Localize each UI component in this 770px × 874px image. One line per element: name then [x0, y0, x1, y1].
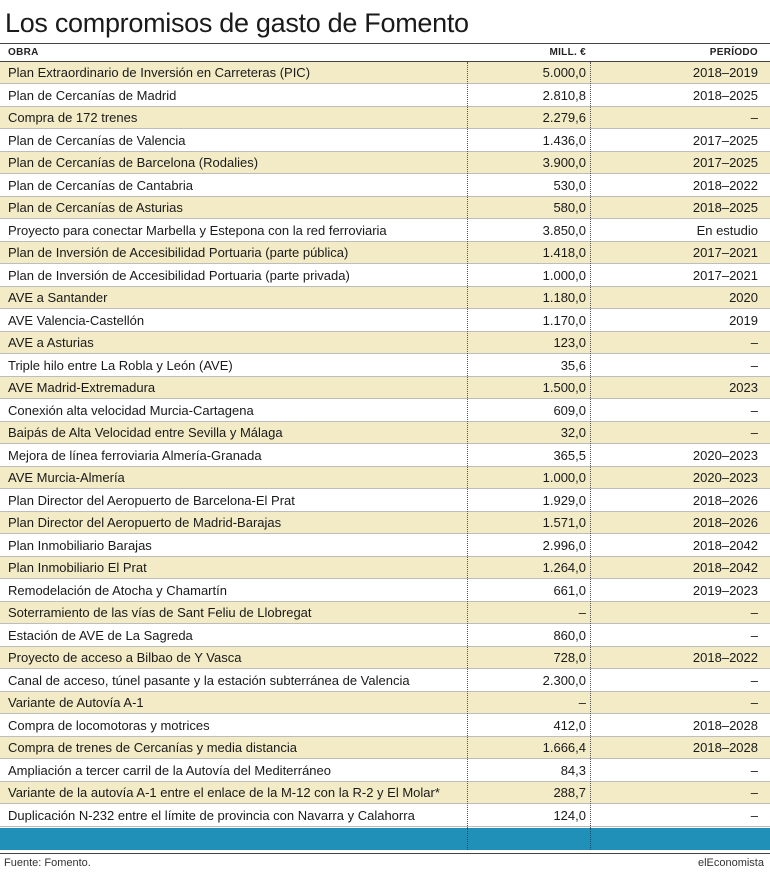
cell-periodo: 2018–2026 — [692, 515, 758, 530]
cell-periodo: 2018–2025 — [692, 87, 758, 103]
cell-mill: 580,0 — [553, 200, 586, 215]
cell-obra: Estación de AVE de La Sagreda — [8, 627, 193, 643]
cell-periodo: 2017–2021 — [692, 267, 758, 283]
cell-obra: Remodelación de Atocha y Chamartín — [8, 582, 227, 598]
cell-periodo: 2017–2025 — [692, 132, 758, 148]
table-row — [0, 692, 770, 714]
cell-obra: Variante de la autovía A-1 entre el enlace de la M-12 con la R-2 y El Molar* — [8, 785, 440, 800]
table-row — [0, 310, 770, 332]
cell-periodo: – — [750, 425, 758, 440]
header-obra: OBRA — [8, 47, 39, 58]
cell-mill: 124,0 — [553, 807, 586, 823]
cell-periodo: 2018–2026 — [692, 492, 758, 508]
cell-mill: 609,0 — [553, 402, 586, 418]
cell-mill: 2.996,0 — [542, 537, 586, 553]
cell-mill: 1.000,0 — [542, 470, 586, 485]
source-note: Fuente: Fomento. — [4, 857, 91, 869]
cell-obra: Canal de acceso, túnel pasante y la estación subterránea de Valencia — [8, 672, 410, 688]
table-row — [0, 332, 770, 354]
cell-periodo: – — [750, 605, 758, 620]
footer-bar — [0, 828, 770, 850]
table-row — [0, 670, 770, 692]
table-header — [0, 44, 770, 61]
cell-periodo: 2020 — [729, 290, 758, 305]
cell-obra: Soterramiento de las vías de Sant Feliu de Llobregat — [8, 605, 312, 620]
table-row — [0, 287, 770, 309]
table-row — [0, 62, 770, 84]
cell-obra: Compra de locomotoras y motrices — [8, 717, 210, 733]
cell-obra: Plan de Inversión de Accesibilidad Portuaria (parte pública) — [8, 245, 349, 260]
table-row — [0, 760, 770, 782]
cell-mill: 412,0 — [553, 717, 586, 733]
cell-obra: AVE Madrid-Extremadura — [8, 380, 156, 395]
cell-mill: 2.279,6 — [542, 110, 586, 125]
table-row — [0, 647, 770, 669]
cell-mill: 1.666,4 — [542, 740, 586, 755]
bottom-rule — [0, 853, 770, 854]
cell-mill: – — [578, 695, 586, 710]
cell-mill: 1.436,0 — [542, 132, 586, 148]
table-row — [0, 265, 770, 287]
table-row — [0, 445, 770, 467]
cell-obra: Variante de Autovía A-1 — [8, 695, 144, 710]
cell-periodo: – — [750, 627, 758, 643]
cell-mill: 1.000,0 — [542, 267, 586, 283]
cell-periodo: 2018–2042 — [692, 537, 758, 553]
cell-periodo: 2018–2019 — [692, 65, 758, 80]
table-row — [0, 715, 770, 737]
table-row — [0, 85, 770, 107]
cell-mill: 1.170,0 — [542, 312, 586, 328]
table-row — [0, 580, 770, 602]
cell-obra: Compra de 172 trenes — [8, 110, 138, 125]
cell-mill: 123,0 — [553, 335, 586, 350]
cell-mill: 1.418,0 — [542, 245, 586, 260]
cell-obra: Proyecto para conectar Marbella y Estepona con la red ferroviaria — [8, 222, 387, 238]
cell-mill: 1.929,0 — [542, 492, 586, 508]
column-divider-right — [590, 62, 591, 828]
cell-periodo: – — [750, 357, 758, 373]
cell-periodo: 2017–2021 — [692, 245, 758, 260]
footer-divider-right — [590, 828, 591, 850]
cell-obra: Baipás de Alta Velocidad entre Sevilla y Málaga — [8, 425, 283, 440]
cell-obra: AVE a Asturias — [8, 335, 94, 350]
cell-obra: Plan Director del Aeropuerto de Madrid-Barajas — [8, 515, 282, 530]
cell-obra: Plan de Inversión de Accesibilidad Portuaria (parte privada) — [8, 267, 350, 283]
table-row — [0, 805, 770, 827]
cell-mill: 728,0 — [553, 650, 586, 665]
cell-periodo: – — [750, 402, 758, 418]
cell-periodo: 2020–2023 — [692, 470, 758, 485]
cell-obra: Conexión alta velocidad Murcia-Cartagena — [8, 402, 254, 418]
cell-mill: 860,0 — [553, 627, 586, 643]
table-row — [0, 490, 770, 512]
cell-mill: 661,0 — [553, 582, 586, 598]
cell-mill: 84,3 — [560, 762, 586, 778]
cell-periodo: 2018–2028 — [692, 717, 758, 733]
cell-obra: Plan de Cercanías de Barcelona (Rodalies) — [8, 155, 259, 170]
cell-mill: 1.571,0 — [542, 515, 586, 530]
cell-mill: 32,0 — [560, 425, 586, 440]
cell-obra: Plan de Cercanías de Valencia — [8, 132, 186, 148]
table-row — [0, 107, 770, 129]
cell-periodo: 2017–2025 — [692, 155, 758, 170]
footer-divider-left — [467, 828, 468, 850]
cell-periodo: – — [750, 695, 758, 710]
cell-periodo: – — [750, 110, 758, 125]
table-row — [0, 220, 770, 242]
cell-obra: AVE Murcia-Almería — [8, 470, 125, 485]
cell-obra: Plan Director del Aeropuerto de Barcelona-El Prat — [8, 492, 295, 508]
table-row — [0, 197, 770, 219]
cell-mill: 2.300,0 — [542, 672, 586, 688]
cell-periodo: 2020–2023 — [692, 447, 758, 463]
table-row — [0, 535, 770, 557]
cell-mill: – — [578, 605, 586, 620]
cell-obra: Plan Inmobiliario El Prat — [8, 560, 147, 575]
cell-periodo: – — [750, 785, 758, 800]
table-row — [0, 175, 770, 197]
cell-obra: Plan de Cercanías de Cantabria — [8, 177, 194, 193]
cell-periodo: 2019 — [729, 312, 758, 328]
cell-mill: 35,6 — [560, 357, 586, 373]
cell-obra: Ampliación a tercer carril de la Autovía del Mediterráneo — [8, 762, 331, 778]
header-mill: MILL. € — [549, 47, 586, 58]
table-row — [0, 557, 770, 579]
cell-periodo: 2018–2042 — [692, 560, 758, 575]
cell-mill: 1.500,0 — [542, 380, 586, 395]
cell-mill: 1.264,0 — [542, 560, 586, 575]
cell-periodo: – — [750, 807, 758, 823]
cell-periodo: 2018–2022 — [692, 177, 758, 193]
cell-obra: Compra de trenes de Cercanías y media distancia — [8, 740, 298, 755]
cell-mill: 288,7 — [553, 785, 586, 800]
cell-periodo: 2018–2022 — [692, 650, 758, 665]
header-periodo: PERÍODO — [709, 47, 758, 58]
table-row — [0, 782, 770, 804]
cell-obra: AVE a Santander — [8, 290, 108, 305]
cell-obra: AVE Valencia-Castellón — [8, 312, 145, 328]
cell-mill: 3.850,0 — [542, 222, 586, 238]
table-row — [0, 377, 770, 399]
cell-obra: Plan de Cercanías de Asturias — [8, 200, 183, 215]
cell-mill: 365,5 — [553, 447, 586, 463]
cell-obra: Triple hilo entre La Robla y León (AVE) — [8, 357, 233, 373]
table-row — [0, 602, 770, 624]
cell-periodo: 2023 — [729, 380, 758, 395]
table-row — [0, 400, 770, 422]
column-divider-left — [467, 62, 468, 828]
page-title: Los compromisos de gasto de Fomento — [5, 8, 469, 38]
cell-mill: 1.180,0 — [542, 290, 586, 305]
cell-obra: Plan Extraordinario de Inversión en Carreteras (PIC) — [8, 65, 311, 80]
table-row — [0, 625, 770, 647]
table-row — [0, 737, 770, 759]
cell-obra: Duplicación N-232 entre el límite de provincia con Navarra y Calahorra — [8, 807, 415, 823]
cell-periodo: 2019–2023 — [692, 582, 758, 598]
table-row — [0, 242, 770, 264]
table-row — [0, 422, 770, 444]
cell-periodo: – — [750, 672, 758, 688]
table-row — [0, 467, 770, 489]
cell-periodo: – — [750, 762, 758, 778]
cell-periodo: 2018–2028 — [692, 740, 758, 755]
cell-obra: Mejora de línea ferroviaria Almería-Granada — [8, 447, 262, 463]
cell-mill: 530,0 — [553, 177, 586, 193]
cell-mill: 5.000,0 — [542, 65, 586, 80]
cell-obra: Proyecto de acceso a Bilbao de Y Vasca — [8, 650, 242, 665]
cell-periodo: 2018–2025 — [692, 200, 758, 215]
table-row — [0, 512, 770, 534]
cell-mill: 3.900,0 — [542, 155, 586, 170]
cell-periodo: – — [750, 335, 758, 350]
table-row — [0, 130, 770, 152]
cell-periodo: En estudio — [696, 222, 758, 238]
cell-obra: Plan Inmobiliario Barajas — [8, 537, 152, 553]
cell-obra: Plan de Cercanías de Madrid — [8, 87, 177, 103]
table-row — [0, 355, 770, 377]
cell-mill: 2.810,8 — [542, 87, 586, 103]
brand-logo-text: elEconomista — [697, 857, 764, 869]
table-row — [0, 152, 770, 174]
